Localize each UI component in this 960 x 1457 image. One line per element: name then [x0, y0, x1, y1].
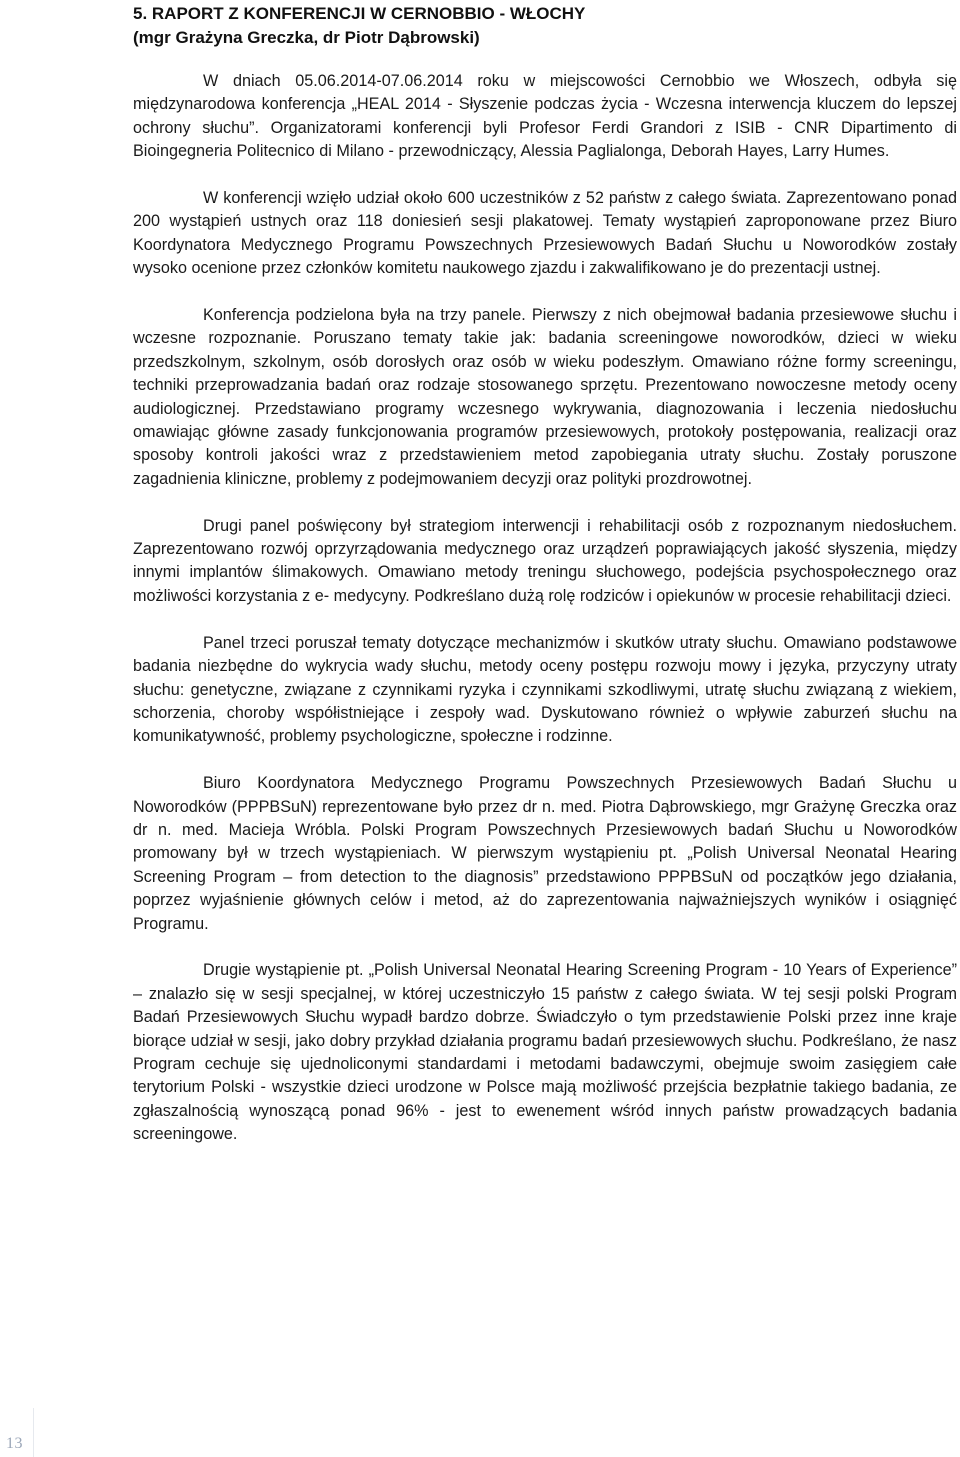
paragraph-second-panel: Drugi panel poświęcony był strategiom interwencji i rehabilitacji osób z rozpoznanym niedosłuchem. Zaprezentowano rozwój oprzyrządowania medycznego oraz urządzeń poprawiających jakość słyszenia, między innymi implantów ślimakowych. Omawiano metody treningu słuchowego, podejścia psychospołecznego oraz możliwości korzystania z e- medycyny. Podkreślano dużą rolę rodziców i opiekunów w procesie rehabilitacji dzieci.	[133, 516, 957, 605]
margin-divider	[33, 1408, 34, 1457]
paragraph-third-panel: Panel trzeci poruszał tematy dotyczące mechanizmów i skutków utraty słuchu. Omawiano podstawowe badania niezbędne do wykrycia wady słuchu, metody oceny postępu rozwoju mowy i języka, przyczyny utraty słuchu: genetyczne, związane z czynnikami ryzyka i czynnikami szkodliwymi, utratę słuchu związaną z wiekiem, schorzenia, choroby współistniejące i zespoły wad. Dyskutowano również o wpływie zaburzeń słuchu na komunikatywność, problemy psychologiczne, społeczne i rodzinne.	[133, 633, 957, 746]
paragraph-first-panel: Konferencja podzielona była na trzy panele. Pierwszy z nich obejmował badania przesiewowe słuchu i wczesne rozpoznanie. Poruszano tematy takie jak: badania screeningowe noworodków, dzieci w wieku przedszkolnym, szkolnym, osób dorosłych oraz osób w wieku podeszłym. Omawiano różne formy screeningu, techniki przeprowadzania badań oraz rodzaje stosowanego sprzętu. Prezentowano nowoczesne metody oceny audiologicznej. Przedstawiano programy wczesnego wykrywania, diagnozowania i leczenia niedosłuchu omawiając główne zasady funkcjonowania programów przesiewowych, protokoły postępowania, realizacji oraz sposoby kontroli jakości wraz z przedstawieniem metod zapobiegania utraty słuchu. Zostały poruszone zagadnienia kliniczne, problemy z podejmowaniem decyzji oraz polityki prozdrowotnej.	[133, 306, 957, 488]
document-page	[133, 0, 957, 1170]
section-authors: (mgr Grażyna Greczka, dr Piotr Dąbrowski)	[133, 28, 480, 47]
section-heading	[133, 0, 957, 50]
paragraph-pppbsun-representation: Biuro Koordynatora Medycznego Programu Powszechnych Przesiewowych Badań Słuchu u Noworodków (PPPBSuN) reprezentowane było przez dr n. med. Piotra Dąbrowskiego, mgr Grażynę Greczka oraz dr n. med. Macieja Wróbla. Polski Program Powszechnych Przesiewowych badań Słuchu u Noworodków promowany był w trzech wystąpieniach. W pierwszym wystąpieniu pt. „Polish Universal Neonatal Hearing Screening Program – from detection to the diagnosis” przedstawiono PPPBSuN od początków jego działania, poprzez wyjaśnienie głównych celów i metod, aż do zaprezentowania najważniejszych wyników i osiągnięć Programu.	[133, 774, 957, 933]
page-number: 13	[6, 1435, 23, 1452]
paragraph-intro: W dniach 05.06.2014-07.06.2014 roku w miejscowości Cernobbio we Włoszech, odbyła się międzynarodowa konferencja „HEAL 2014 - Słyszenie podczas życia - Wczesna interwencja kluczem do lepszej ochrony słuchu”. Organizatorami konferencji byli Profesor Ferdi Grandori z ISIB - CNR Dipartimento di Bioingegneria Politecnico di Milano - przewodniczący, Alessia Paglialonga, Deborah Hayes, Larry Humes.	[133, 72, 957, 161]
report-body	[133, 70, 957, 1147]
section-title: 5. RAPORT Z KONFERENCJI W CERNOBBIO - WŁOCHY	[133, 4, 586, 23]
paragraph-participants: W konferencji wzięło udział około 600 uczestników z 52 państw z całego świata. Zaprezentowano ponad 200 wystąpień ustnych oraz 118 doniesień sesji plakatowej. Tematy wystąpień zaproponowane przez Biuro Koordynatora Medycznego Programu Powszechnych Przesiewowych Badań Słuchu u Noworodków zostały wysoko ocenione przez członków komitetu naukowego zjazdu i zakwalifikowano je do prezentacji ustnej.	[133, 189, 957, 278]
paragraph-second-presentation: Drugie wystąpienie pt. „Polish Universal Neonatal Hearing Screening Program - 10 Years of Experience” – znalazło się w sesji specjalnej, w której uczestniczyło 15 państw z całego świata. W tej sesji polski Program Badań Przesiewowych Słuchu wypadł bardzo dobrze. Świadczyło o tym przedstawienie Polski przez inne kraje biorące udział w sesji, jako dobry przykład działania programu badań przesiewowych słuchu. Podkreślano, że nasz Program cechuje się ujednoliconymi standardami i metodami badawczymi, obejmuje swoim zasięgiem całe terytorium Polski - wszystkie dzieci urodzone w Polsce mają możliwość przejścia bezpłatnie takiego badania, ze zgłaszalnością wynoszącą ponad 96% - jest to ewenement wśród innych państw prowadzących badania screeningowe.	[133, 961, 957, 1144]
